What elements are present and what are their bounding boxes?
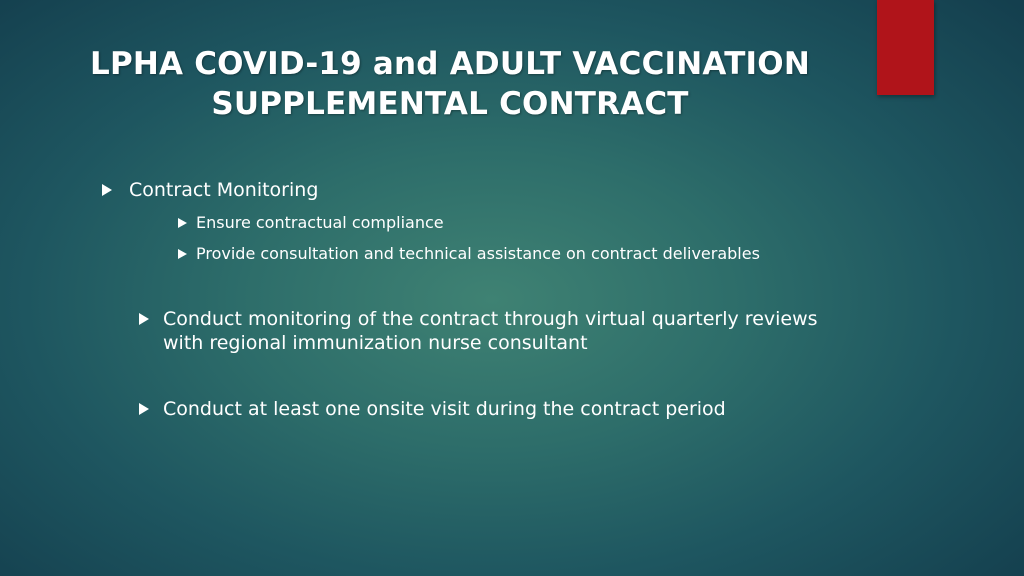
bullet-text: Conduct at least one onsite visit during the contract period [163, 398, 726, 420]
triangle-arrow-icon [102, 184, 112, 196]
bullet-onsite-visit [139, 397, 726, 421]
bullet-ensure-compliance [178, 212, 444, 234]
triangle-arrow-icon [139, 313, 149, 325]
triangle-arrow-icon [178, 249, 187, 259]
bullet-text: Contract Monitoring [129, 179, 319, 201]
triangle-arrow-icon [178, 218, 187, 228]
triangle-arrow-icon [139, 403, 149, 415]
title-line-2: SUPPLEMENTAL CONTRACT [211, 86, 689, 122]
bullet-text: Ensure contractual compliance [196, 213, 444, 232]
bullet-provide-consultation [178, 243, 760, 265]
title-line-1: LPHA COVID-19 and ADULT VACCINATION [90, 46, 810, 82]
bullet-text: Provide consultation and technical assistance on contract deliverables [196, 244, 760, 263]
bullet-contract-monitoring [102, 178, 318, 202]
accent-block [877, 0, 934, 95]
bullet-text: Conduct monitoring of the contract through virtual quarterly reviews with regional immunization nurse consultant [163, 308, 818, 354]
bullet-conduct-monitoring [139, 307, 829, 355]
slide-title [60, 44, 840, 124]
